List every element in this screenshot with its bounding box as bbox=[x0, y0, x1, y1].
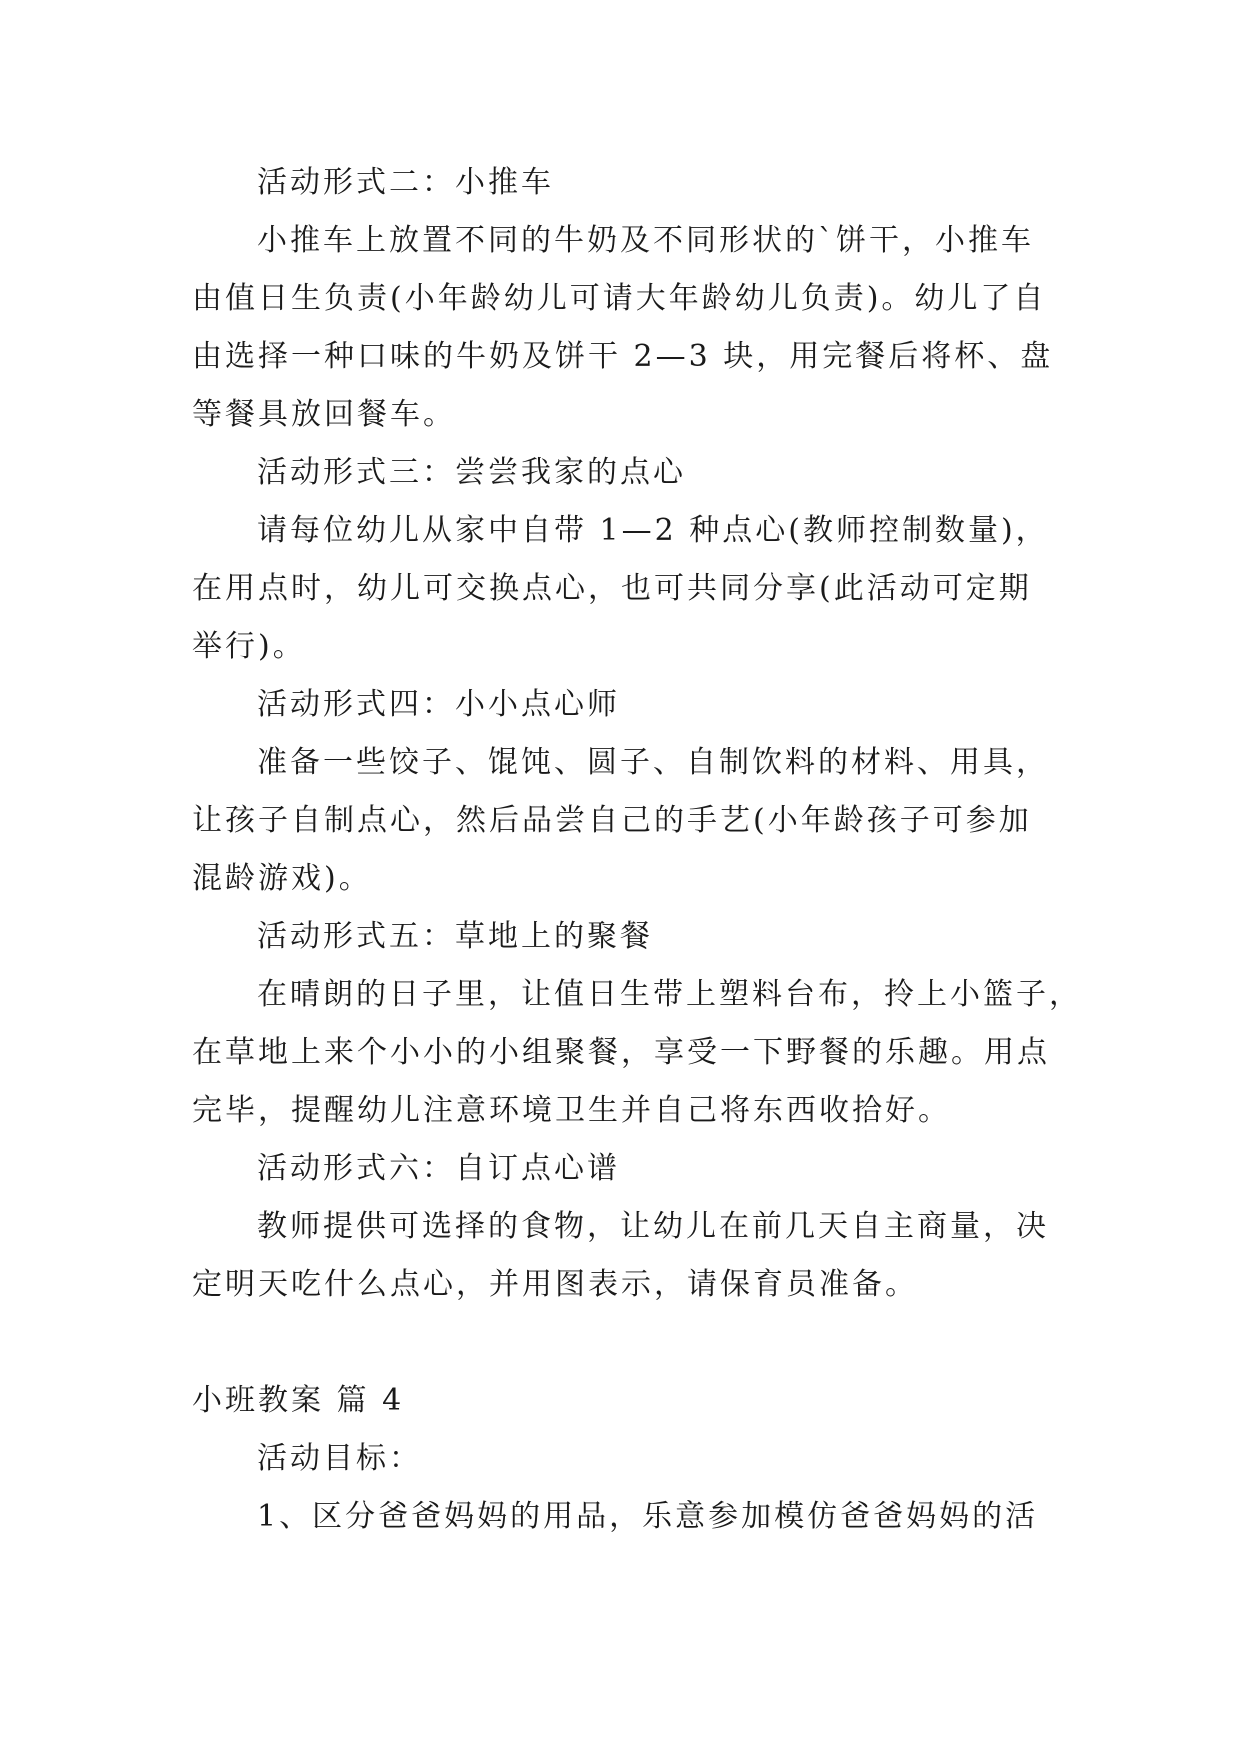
paragraph-line: 1、区分爸爸妈妈的用品，乐意参加模仿爸爸妈妈的活 bbox=[257, 1499, 1039, 1534]
heading-activity-form-5: 活动形式五：草地上的聚餐 bbox=[257, 919, 653, 954]
paragraph-line: 举行)。 bbox=[192, 629, 306, 664]
paragraph-line: 请每位幼儿从家中自带 1—2 种点心(教师控制数量)， bbox=[257, 513, 1049, 548]
paragraph-line: 混龄游戏)。 bbox=[192, 861, 372, 896]
paragraph-line: 准备一些饺子、馄饨、圆子、自制饮料的材料、用具， bbox=[257, 745, 1049, 780]
heading-activity-form-3: 活动形式三：尝尝我家的点心 bbox=[257, 455, 686, 490]
paragraph-line: 在用点时，幼儿可交换点心，也可共同分享(此活动可定期 bbox=[192, 571, 1032, 606]
paragraph-line: 定明天吃什么点心，并用图表示，请保育员准备。 bbox=[192, 1267, 918, 1302]
paragraph-line: 让孩子自制点心，然后品尝自己的手艺(小年龄孩子可参加 bbox=[192, 803, 1032, 838]
paragraph-line: 等餐具放回餐车。 bbox=[192, 397, 456, 432]
paragraph-line: 教师提供可选择的食物，让幼儿在前几天自主商量，决 bbox=[257, 1209, 1049, 1244]
section-title-lesson-4: 小班教案 篇 4 bbox=[192, 1383, 405, 1418]
paragraph-line: 由值日生负责(小年龄幼儿可请大年龄幼儿负责)。幼儿了自 bbox=[192, 281, 1047, 316]
paragraph-line: 在晴朗的日子里，让值日生带上塑料台布，拎上小篮子， bbox=[257, 977, 1082, 1012]
heading-activity-form-6: 活动形式六：自订点心谱 bbox=[257, 1151, 620, 1186]
paragraph-line: 小推车上放置不同的牛奶及不同形状的`饼干，小推车 bbox=[257, 223, 1034, 258]
paragraph-line: 由选择一种口味的牛奶及饼干 2—3 块，用完餐后将杯、盘 bbox=[192, 339, 1054, 374]
heading-activity-form-4: 活动形式四：小小点心师 bbox=[257, 687, 620, 722]
paragraph-line: 在草地上来个小小的小组聚餐，享受一下野餐的乐趣。用点 bbox=[192, 1035, 1050, 1070]
paragraph-line: 完毕，提醒幼儿注意环境卫生并自己将东西收拾好。 bbox=[192, 1093, 951, 1128]
heading-activity-goals: 活动目标： bbox=[257, 1441, 422, 1476]
heading-activity-form-2: 活动形式二：小推车 bbox=[257, 165, 554, 200]
